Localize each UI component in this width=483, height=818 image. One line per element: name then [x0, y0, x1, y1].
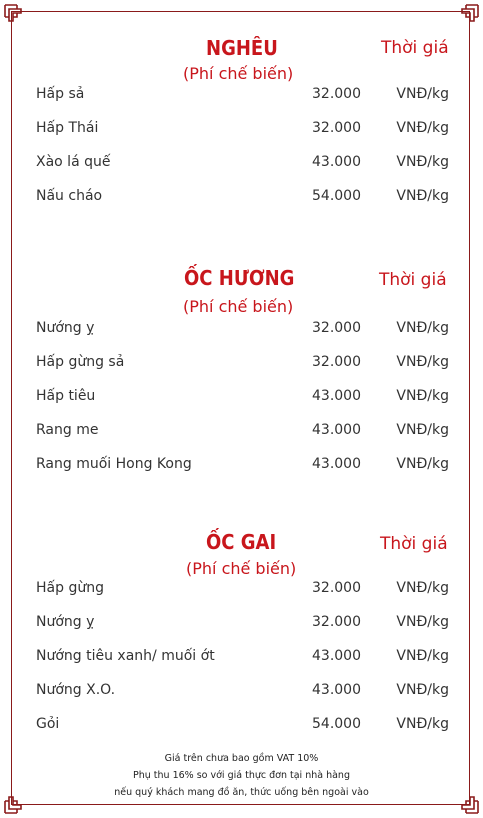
menu-item [0, 354, 483, 376]
item-price: 43.000 [312, 648, 361, 664]
section-title: ỐC GAI [206, 530, 277, 554]
item-price: 32.000 [312, 120, 361, 136]
item-unit: VNĐ/kg [396, 580, 449, 596]
item-price: 43.000 [312, 388, 361, 404]
menu-item [0, 716, 483, 738]
price-header: Thời giá [379, 270, 447, 290]
section-subtitle: (Phí chế biến) [183, 297, 294, 316]
price-header: Thời giá [380, 534, 448, 554]
item-price: 32.000 [312, 614, 361, 630]
menu-item [0, 614, 483, 636]
item-price: 43.000 [312, 422, 361, 438]
price-header: Thời giá [381, 38, 449, 58]
item-name: Nướng tiêu xanh/ muối ớt [36, 648, 215, 664]
menu-item [0, 682, 483, 704]
menu-item [0, 154, 483, 176]
menu-item [0, 320, 483, 342]
item-name: Nướng ỵ [36, 614, 95, 630]
item-name: Hấp sả [36, 86, 85, 102]
menu-item [0, 86, 483, 108]
item-price: 43.000 [312, 154, 361, 170]
menu-item [0, 422, 483, 444]
section-subtitle: (Phí chế biến) [183, 64, 294, 83]
item-price: 54.000 [312, 188, 361, 204]
item-price: 32.000 [312, 320, 361, 336]
menu-item [0, 188, 483, 210]
corner-ornament-icon [3, 3, 33, 33]
item-name: Hấp Thái [36, 120, 99, 136]
item-name: Xào lá quế [36, 154, 111, 170]
item-unit: VNĐ/kg [396, 188, 449, 204]
menu-item [0, 388, 483, 410]
item-price: 32.000 [312, 354, 361, 370]
footer-surcharge-note: Phụ thu 16% so với giá thực đơn tại nhà hàng [133, 770, 350, 781]
item-name: Nấu cháo [36, 188, 103, 204]
menu-item [0, 120, 483, 142]
item-price: 32.000 [312, 86, 361, 102]
item-unit: VNĐ/kg [396, 422, 449, 438]
menu-item [0, 456, 483, 478]
item-unit: VNĐ/kg [396, 86, 449, 102]
item-unit: VNĐ/kg [396, 456, 449, 472]
item-name: Nướng X.O. [36, 682, 116, 698]
item-unit: VNĐ/kg [396, 120, 449, 136]
item-price: 43.000 [312, 682, 361, 698]
item-unit: VNĐ/kg [396, 648, 449, 664]
menu-item [0, 580, 483, 602]
menu-item [0, 648, 483, 670]
item-price: 32.000 [312, 580, 361, 596]
footer-outside-food-note: nếu quý khách mang đồ ăn, thức uống bên ngoài vào [114, 787, 369, 798]
section-title: NGHÊU [206, 36, 278, 60]
item-name: Hấp tiêu [36, 388, 96, 404]
item-name: Rang muối Hong Kong [36, 456, 192, 472]
item-unit: VNĐ/kg [396, 682, 449, 698]
item-name: Hấp gừng sả [36, 354, 125, 370]
corner-ornament-icon [450, 3, 480, 33]
footer-vat-note: Giá trên chưa bao gồm VAT 10% [164, 753, 319, 764]
item-name: Hấp gừng [36, 580, 104, 596]
item-unit: VNĐ/kg [396, 320, 449, 336]
item-unit: VNĐ/kg [396, 354, 449, 370]
item-unit: VNĐ/kg [396, 614, 449, 630]
item-unit: VNĐ/kg [396, 716, 449, 732]
item-name: Gỏi [36, 716, 60, 732]
item-unit: VNĐ/kg [396, 388, 449, 404]
item-unit: VNĐ/kg [396, 154, 449, 170]
footer-notes [0, 750, 483, 801]
item-price: 54.000 [312, 716, 361, 732]
section-title: ỐC HƯƠNG [184, 266, 295, 290]
section-subtitle: (Phí chế biến) [186, 559, 297, 578]
item-price: 43.000 [312, 456, 361, 472]
item-name: Rang me [36, 422, 99, 438]
item-name: Nướng ỵ [36, 320, 95, 336]
